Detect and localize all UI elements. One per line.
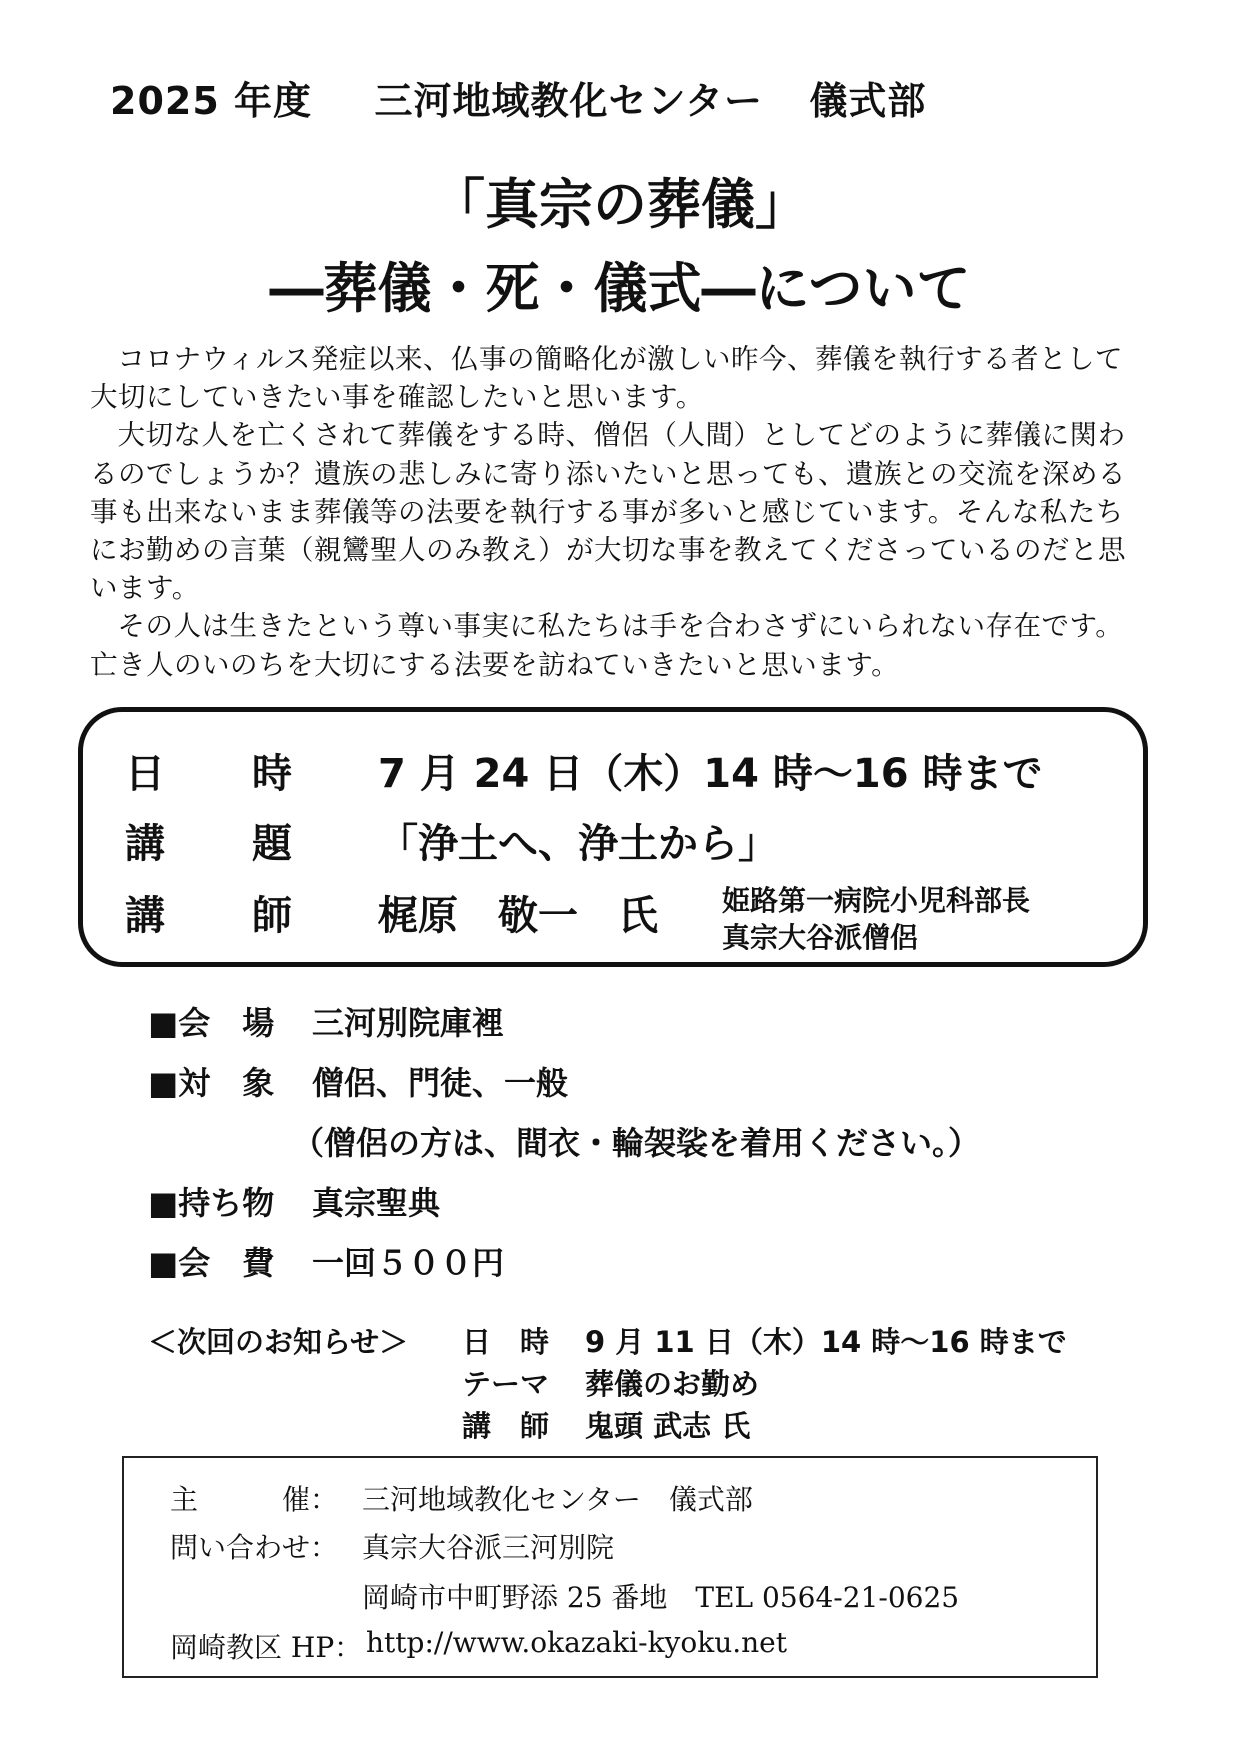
- contact-address: 岡崎市中町野添 25 番地 TEL 0564-21-0625: [362, 1581, 960, 1614]
- event-datetime: 7 月 24 日（木）14 時～16 時まで: [378, 751, 1043, 797]
- sub-title: ―葬儀・死・儀式―について: [269, 257, 971, 320]
- main-title: 「真宗の葬儀」: [431, 173, 809, 236]
- lecturer-label-1: 講: [125, 893, 165, 939]
- host-label: 主 催：: [170, 1483, 339, 1516]
- host-value: 三河地域教化センター 儀式部: [362, 1483, 753, 1516]
- target-note: （僧侶の方は、間衣・輪袈裟を着用ください。）: [292, 1124, 981, 1162]
- next-theme: 葬儀のお勤め: [585, 1367, 760, 1401]
- lecturer-label-2: 師: [252, 893, 292, 939]
- contact-value: 真宗大谷派三河別院: [362, 1531, 615, 1564]
- intro-paragraph-1: コロナウィルス発症以来、仏事の簡略化が激しい昨今、葬儀を執行する者として大切にしていきたい事を確認したいと思います。: [90, 343, 1124, 414]
- next-theme-label: テーマ: [462, 1367, 550, 1401]
- lecturer-affiliation-1: 姫路第一病院小児科部長: [722, 884, 1031, 917]
- hp-label: 岡崎教区 HP：: [170, 1631, 363, 1664]
- lecturer-affiliation-2: 真宗大谷派僧侶: [722, 921, 919, 954]
- contact-label: 問い合わせ：: [170, 1531, 339, 1564]
- bring-value: 真宗聖典: [312, 1184, 441, 1222]
- target-value: 僧侶、門徒、一般: [312, 1064, 569, 1102]
- intro-paragraph-3: その人は生きたという尊い事実に私たちは手を合わさずにいられない存在です。亡き人のいのちを大切にする法要を訪ねていきたいと思います。: [90, 610, 1124, 681]
- next-datetime-label: 日 時: [462, 1325, 550, 1359]
- bring-label: ■持ち物: [148, 1184, 275, 1222]
- datetime-label-1: 日: [125, 751, 165, 797]
- fee-label: ■会 費: [148, 1244, 275, 1282]
- next-lecturer-label: 講 師: [462, 1409, 550, 1443]
- venue-value: 三河別院庫裡: [312, 1004, 505, 1042]
- intro-text: [90, 340, 1150, 684]
- next-notice-heading: ＜次回のお知らせ＞: [148, 1325, 409, 1359]
- next-datetime: 9 月 11 日（木）14 時～16 時まで: [585, 1325, 1067, 1359]
- header-year: 2025 年度: [110, 79, 312, 123]
- intro-paragraph-2: 大切な人を亡くされて葬儀をする時、僧侶（人間）としてどのように葬儀に関わるのでしょうか？遺族の悲しみに寄り添いたいと思っても、遺族との交流を深める事も出来ないまま葬儀等の法要を執行する事が多いと感じています。そんな私たちにお勤めの言葉（親鸞聖人のみ教え）が大切な事を教えてくださっているのだと思います。: [90, 419, 1126, 605]
- event-lecturer-name: 梶原 敬一 氏: [378, 893, 658, 939]
- topic-label-1: 講: [125, 821, 165, 867]
- hp-link[interactable]: http://www.okazaki-kyoku.net: [366, 1626, 787, 1659]
- target-label: ■対 象: [148, 1064, 275, 1102]
- event-topic: 「浄土へ、浄土から」: [378, 821, 778, 867]
- venue-label: ■会 場: [148, 1004, 275, 1042]
- next-lecturer: 鬼頭 武志 氏: [585, 1409, 751, 1443]
- fee-value: 一回５００円: [312, 1244, 505, 1282]
- datetime-label-2: 時: [252, 751, 292, 797]
- header-dept: 儀式部: [809, 79, 927, 123]
- topic-label-2: 題: [252, 821, 292, 867]
- page-header: [110, 70, 926, 125]
- header-org: 三河地域教化センター: [374, 79, 763, 123]
